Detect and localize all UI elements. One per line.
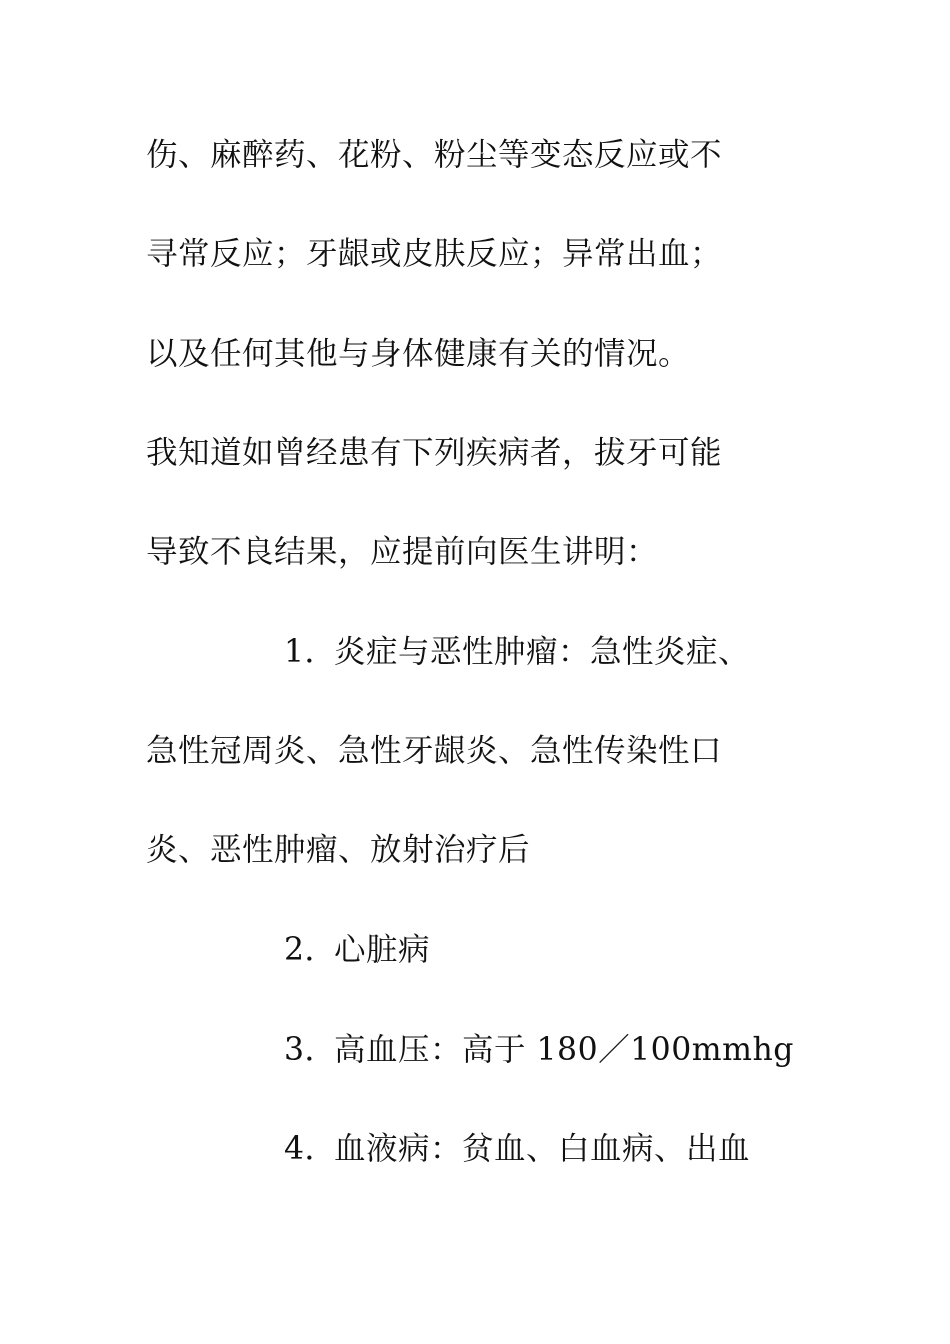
- list-item-number: 2．: [284, 932, 337, 968]
- list-item-text: 血液病：贫血、白血病、出血: [334, 1131, 751, 1167]
- list-item-text: 高血压：高于 180／100mmhg: [334, 1032, 794, 1068]
- text-line: 导致不良结果，应提前向医生讲明：: [146, 534, 659, 570]
- list-item-4: [284, 1129, 750, 1169]
- list-item-3: [284, 1030, 794, 1070]
- list-item-text: 炎症与恶性肿瘤：急性炎症、: [334, 634, 751, 670]
- list-item-text: 心脏病: [334, 932, 431, 968]
- list-item-2: [284, 930, 430, 970]
- list-item-1-continuation: 炎、恶性肿瘤、放射治疗后: [146, 832, 531, 868]
- list-item-1-continuation: 急性冠周炎、急性牙龈炎、急性传染性口: [146, 733, 723, 769]
- list-item-number: 4．: [284, 1131, 337, 1167]
- text-line: 伤、麻醉药、花粉、粉尘等变态反应或不: [146, 137, 723, 173]
- list-item-number: 3．: [284, 1032, 337, 1068]
- text-line: 寻常反应；牙龈或皮肤反应；异常出血；: [146, 236, 723, 272]
- list-item-1: [284, 632, 750, 672]
- text-line: 以及任何其他与身体健康有关的情况。: [146, 336, 691, 372]
- list-item-number: 1．: [284, 634, 337, 670]
- text-line: 我知道如曾经患有下列疾病者，拔牙可能: [146, 435, 723, 471]
